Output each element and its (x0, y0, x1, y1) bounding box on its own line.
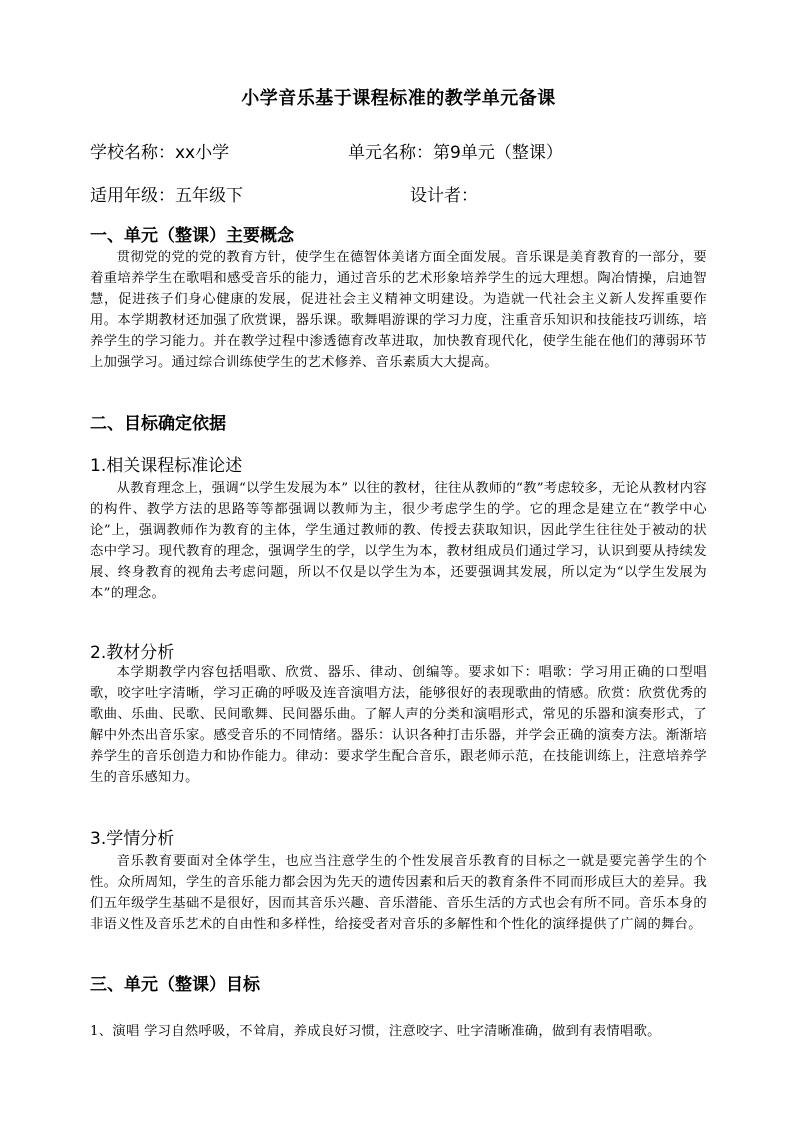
section1-paragraph: 贯彻党的党的党的教育方针，使学生在德智体美诸方面全面发展。音乐课是美育教育的一部分，要着重培养学生在歌唱和感受音乐的能力，通过音乐的艺术形象培养学生的远大理想。陶冶情操，启迪智慧，促进孩子们身心健康的发展，促进社会主义精神文明建设。为造就一代社会主义新人发挥重要作用。本学期教材还加强了欣赏课，器乐课。歌舞唱游课的学习力度，注重音乐知识和技能技巧训练，培养学生的学习能力。并在教学过程中渗透德育改革进取，加快教育现代化，使学生能在他们的薄弱环节上加强学习。通过综合训练使学生的艺术修养、音乐素质大大提高。 (90, 250, 707, 370)
subsection2-paragraph: 本学期教学内容包括唱歌、欣赏、器乐、律动、创编等。要求如下：唱歌：学习用正确的口型唱歌，咬字吐字清晰，学习正确的呼吸及连音演唱方法，能够很好的表现歌曲的情感。欣赏：欣赏优秀的歌曲、乐曲、民歌、民间歌舞、民间器乐曲。了解人声的分类和演唱形式，常见的乐器和演奏形式，了解中外杰出音乐家。感受音乐的不同情绪。器乐：认识各种打击乐器，并学会正确的演奏方法。渐渐培养学生的音乐创造力和协作能力。律动：要求学生配合音乐，跟老师示范，在技能训练上，注意培养学生的音乐感知力。 (90, 665, 707, 785)
subsection2-heading: 2.教材分析 (90, 643, 175, 663)
document-title: 小学音乐基于课程标准的教学单元备课 (241, 88, 556, 109)
section3-item1: 1、演唱 学习自然呼吸，不耸肩，养成良好习惯，注意咬字、吐字清晰准确，做到有表情唱歌。 (90, 1024, 661, 1039)
unit-name: 单元名称：第9单元（整课） (348, 143, 563, 163)
subsection3-heading: 3.学情分析 (90, 829, 175, 849)
subsection1-paragraph: 从教育理念上，强调“以学生发展为本” 以往的教材，往往从教师的“教”考虑较多，无论从教材内容的构件、教学方法的思路等等都强调以教师为主，很少考虑学生的学。它的理念是建立在“教学中心论”上，强调教师作为教育的主体，学生通过教师的教、传授去获取知识，因此学生往往处于被动的状态中学习。现代教育的理念，强调学生的学，以学生为本，教材组成员们通过学习，认识到要从持续发展、终身教育的视角去考虑问题，所以不仅是以学生为本，还要强调其发展，所以定为“以学生发展为本”的理念。 (90, 481, 707, 601)
school-name: 学校名称：xx小学 (90, 143, 230, 163)
section2-heading: 二、目标确定依据 (90, 414, 226, 434)
section1-heading: 一、单元（整课）主要概念 (90, 226, 294, 246)
designer: 设计者： (410, 186, 478, 206)
section3-heading: 三、单元（整课）目标 (90, 975, 260, 995)
subsection1-heading: 1.相关课程标准论述 (90, 456, 243, 476)
subsection3-paragraph: 音乐教育要面对全体学生，也应当注意学生的个性发展音乐教育的目标之一就是要完善学生的个性。众所周知，学生的音乐能力都会因为先天的遗传因素和后天的教育条件不同而形成巨大的差异。我们五年级学生基础不是很好，因而其音乐兴趣、音乐潜能、音乐生活的方式也会有所不同。音乐本身的非语义性及音乐艺术的自由性和多样性，给接受者对音乐的多解性和个性化的演绎提供了广阔的舞台。 (90, 854, 707, 932)
grade-level: 适用年级：五年级下 (90, 186, 243, 206)
